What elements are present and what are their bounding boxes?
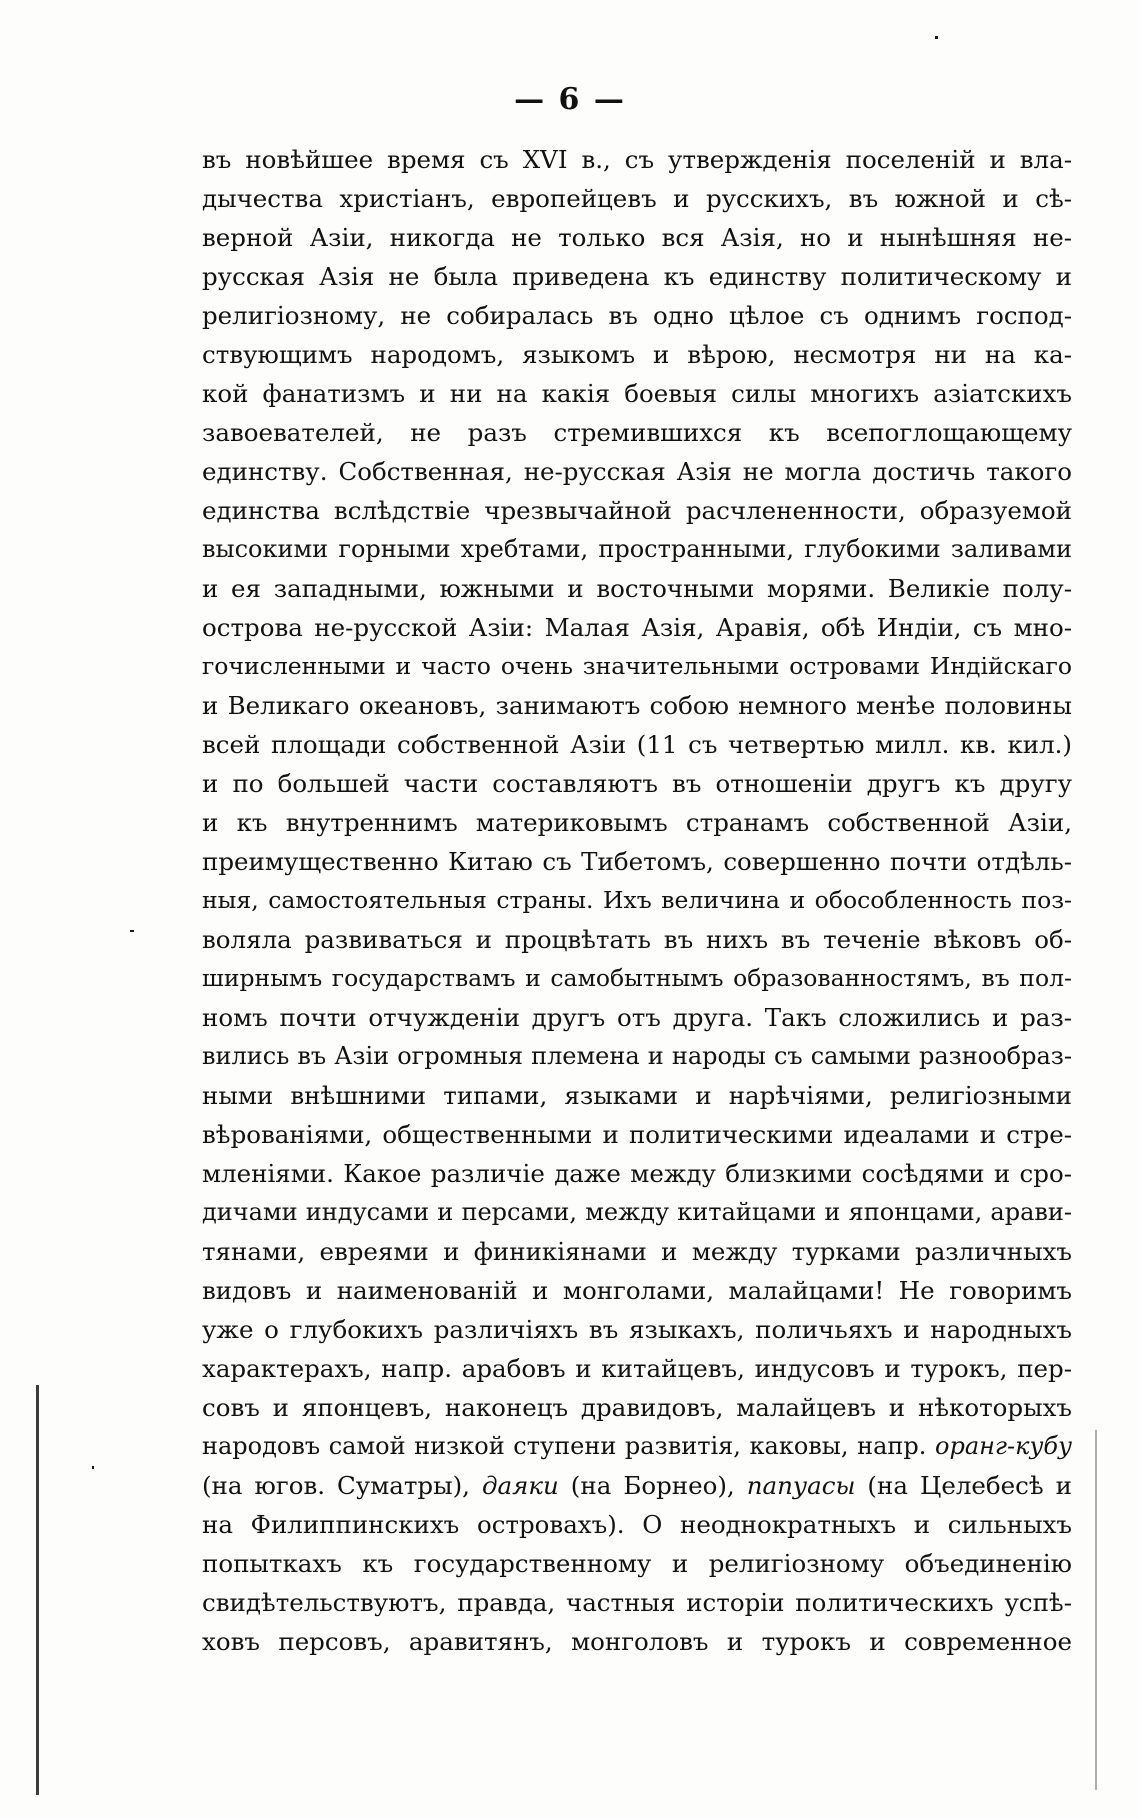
line-text: въ новѣйшее время съ XVI в., съ утвержденія поселеній и вла- (202, 145, 1072, 174)
text-line (202, 140, 1072, 179)
text-line (202, 530, 1072, 569)
line-text: вились въ Азіи огромныя племена и народы съ самыми разнообраз- (202, 1042, 1072, 1070)
text-line (202, 1388, 1072, 1427)
line-text: единству. Собственная, не-русская Азія не могла достичь такого (202, 457, 1072, 486)
text-line (202, 920, 1072, 959)
line-text: острова не-русской Азіи: Малая Азія, Аравія, обѣ Индіи, съ мно- (202, 613, 1072, 642)
line-text: на Филиппинскихъ островахъ). О неоднократныхъ и сильныхъ (202, 1510, 1072, 1539)
text-line (202, 686, 1072, 725)
text-line (202, 959, 1072, 998)
text-line (202, 1466, 1072, 1505)
text-line (202, 647, 1072, 686)
line-text: ширнымъ государствамъ и самобытнымъ образованностямъ, въ пол- (202, 964, 1072, 992)
text-line (202, 1076, 1072, 1115)
text-line (202, 569, 1072, 608)
line-text: (на Целебесѣ и (855, 1471, 1072, 1500)
line-text: вѣрованіями, общественными и политическими идеалами и стре- (202, 1120, 1072, 1149)
italic-term: даяки (482, 1471, 559, 1500)
scan-edge-mark (36, 1385, 39, 1795)
line-text: всей площади собственной Азіи (11 съ четвертью милл. кв. кил.) (202, 730, 1072, 759)
text-line (202, 1115, 1072, 1154)
line-text: ныя, самостоятельныя страны. Ихъ величина и обособленность поз- (202, 886, 1072, 914)
line-text: ствующимъ народомъ, языкомъ и вѣрою, несмотря ни на ка- (202, 340, 1072, 369)
text-line (202, 1427, 1072, 1466)
italic-term: папуасы (746, 1471, 856, 1500)
text-line (202, 413, 1072, 452)
text-line (202, 725, 1072, 764)
line-text: дичами индусами и персами, между китайцами и японцами, арави- (202, 1198, 1072, 1226)
line-text: кой фанатизмъ и ни на какія боевыя силы многихъ азіатскихъ (202, 379, 1072, 408)
text-line (202, 491, 1072, 530)
text-line (202, 1037, 1072, 1076)
text-line (202, 842, 1072, 881)
line-text: и къ внутреннимъ материковымъ странамъ собственной Азіи, (202, 808, 1072, 837)
line-text: единства вслѣдствіе чрезвычайной расчлененности, образуемой (202, 496, 1072, 525)
text-line (202, 1232, 1072, 1271)
line-text: (на Борнео), (558, 1471, 747, 1500)
text-line (202, 452, 1072, 491)
body-text (202, 140, 1072, 1661)
line-text: русская Азія не была приведена къ единству политическому и (202, 262, 1072, 291)
text-line (202, 218, 1072, 257)
text-line (202, 998, 1072, 1037)
page-number: — 6 — (514, 82, 626, 117)
line-text: видовъ и наименованій и монголами, малайцами! Не говоримъ (202, 1276, 1072, 1305)
line-text: преимущественно Китаю съ Тибетомъ, совершенно почти отдѣль- (202, 847, 1072, 876)
line-text: дычества христіанъ, европейцевъ и русскихъ, въ южной и сѣ- (202, 184, 1072, 213)
line-text: и ея западными, южными и восточными морями. Великіе полу- (202, 574, 1072, 603)
line-text: попыткахъ къ государственному и религіозному объединенію (202, 1549, 1072, 1578)
text-line (202, 1505, 1072, 1544)
line-text: тянами, евреями и финикіянами и между турками различныхъ (202, 1237, 1072, 1266)
text-line (202, 257, 1072, 296)
line-text: уже о глубокихъ различіяхъ въ языкахъ, поличьяхъ и народныхъ (202, 1315, 1072, 1344)
text-line (202, 1271, 1072, 1310)
line-text: народовъ самой низкой ступени развитія, каковы, напр. (202, 1432, 935, 1460)
text-line (202, 1349, 1072, 1388)
text-line (202, 764, 1072, 803)
scan-speck (130, 930, 134, 932)
text-line (202, 1622, 1072, 1661)
text-line (202, 608, 1072, 647)
text-line (202, 803, 1072, 842)
line-text: ными внѣшними типами, языками и нарѣчіями, религіозными (202, 1081, 1072, 1110)
text-line (202, 1310, 1072, 1349)
line-text: верной Азіи, никогда не только вся Азія, но и нынѣшняя не- (202, 223, 1072, 252)
line-text: мленіями. Какое различіе даже между близкими сосѣдями и сро- (202, 1159, 1072, 1188)
line-text: религіозному, не собиралась въ одно цѣлое съ однимъ господ- (202, 301, 1072, 330)
line-text: номъ почти отчужденіи другъ отъ друга. Такъ сложились и раз- (202, 1003, 1072, 1032)
scan-speck (1095, 1430, 1097, 1790)
line-text: воляла развиваться и процвѣтать въ нихъ въ теченіе вѣковъ об- (202, 925, 1072, 954)
line-text: (на югов. Суматры), (202, 1471, 482, 1500)
scan-speck (92, 1466, 94, 1469)
text-line (202, 335, 1072, 374)
line-text: завоевателей, не разъ стремившихся къ всепоглощающему (202, 418, 1072, 447)
text-line (202, 1154, 1072, 1193)
line-text: характерахъ, напр. арабовъ и китайцевъ, индусовъ и турокъ, пер- (202, 1354, 1072, 1383)
line-text: высокими горными хребтами, пространными, глубокими заливами (202, 535, 1072, 563)
text-line (202, 1193, 1072, 1232)
line-text: ховъ персовъ, аравитянъ, монголовъ и турокъ и современное (202, 1627, 1072, 1656)
line-text: и Великаго океановъ, занимаютъ собою немного менѣе половины (202, 691, 1072, 720)
scan-speck (935, 36, 938, 39)
line-text: свидѣтельствуютъ, правда, частныя исторіи политическихъ успѣ- (202, 1588, 1072, 1617)
text-line (202, 1544, 1072, 1583)
text-line (202, 374, 1072, 413)
text-line (202, 1583, 1072, 1622)
text-line (202, 179, 1072, 218)
line-text: гочисленными и часто очень значительными островами Индійскаго (202, 652, 1072, 680)
line-text: совъ и японцевъ, наконецъ дравидовъ, малайцевъ и нѣкоторыхъ (202, 1393, 1072, 1422)
text-line (202, 296, 1072, 335)
italic-term: оранг-кубу (935, 1432, 1072, 1460)
line-text: и по большей части составляютъ въ отношеніи другъ къ другу (202, 769, 1072, 798)
text-line (202, 881, 1072, 920)
